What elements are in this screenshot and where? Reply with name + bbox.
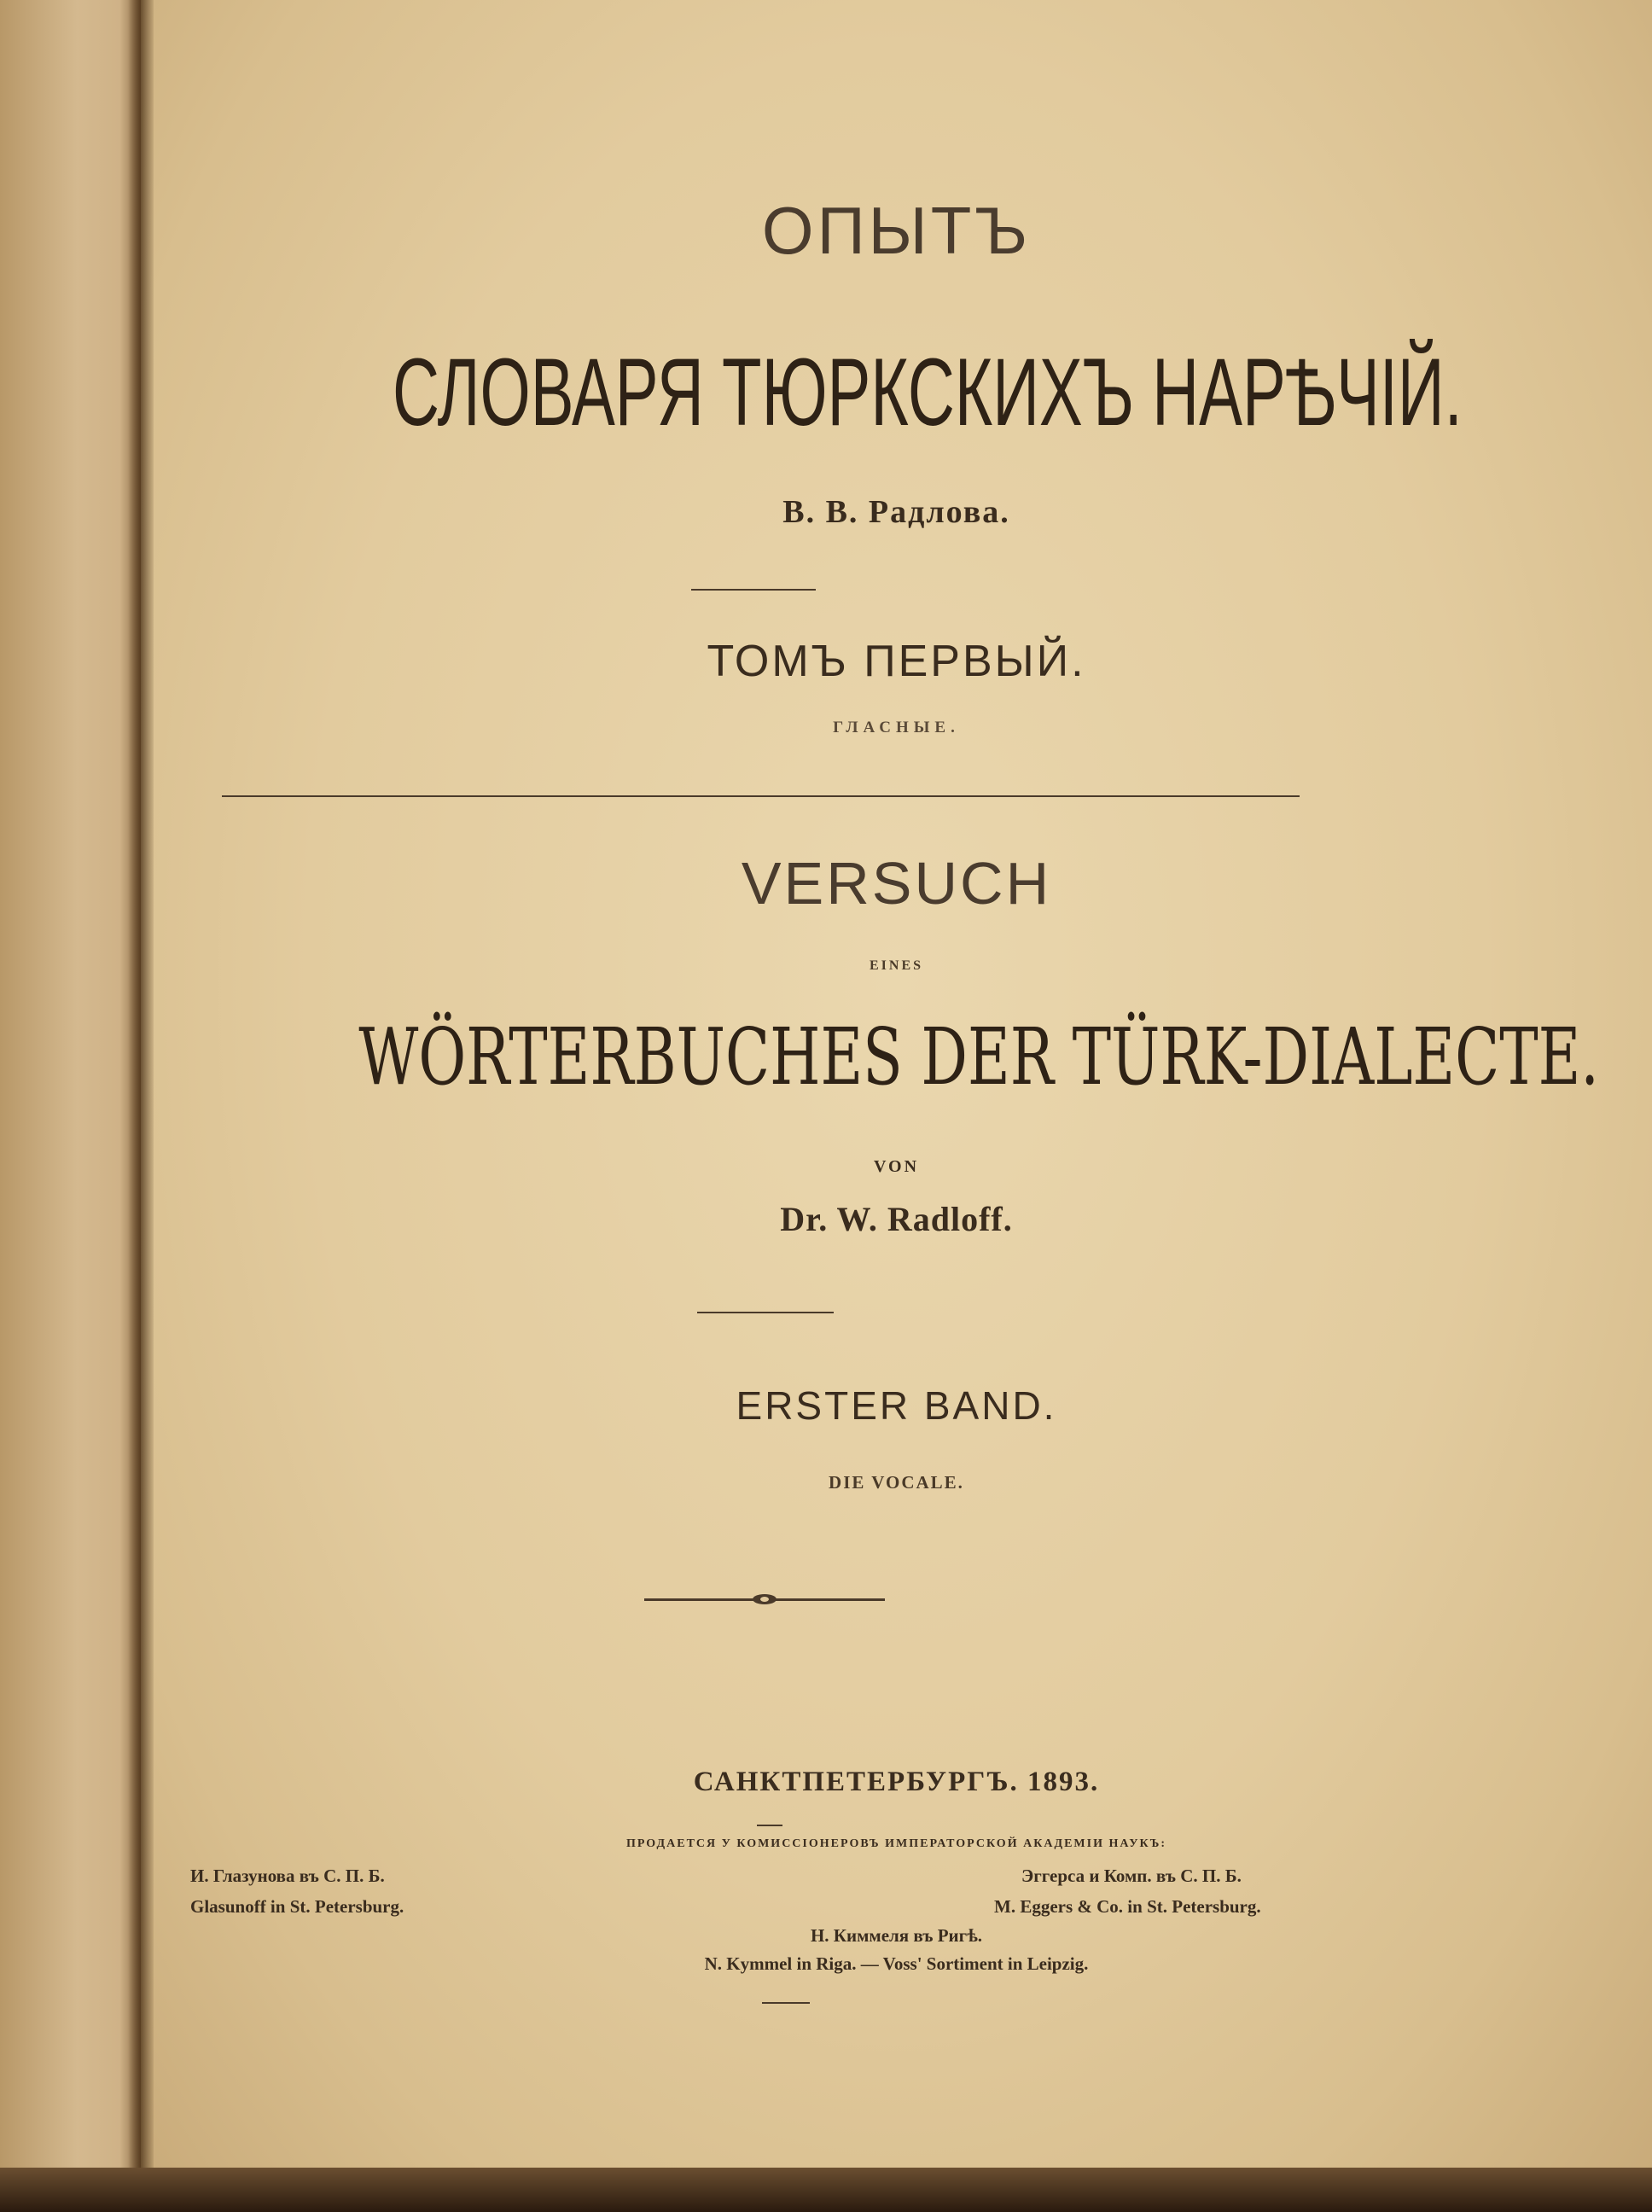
ru-volume: ТОМЪ ПЕРВЫЙ. [707, 637, 1086, 686]
divider-tiny-2 [762, 2002, 810, 2004]
divider-long [222, 795, 1300, 797]
center-de: N. Kymmel in Riga. — Voss' Sortiment in Leipzig. [704, 1953, 1089, 1974]
book-gutter [128, 0, 154, 2212]
de-subtitle: DIE VOCALE. [829, 1472, 964, 1493]
de-volume: ERSTER BAND. [736, 1383, 1057, 1428]
imprint-left-column [190, 1860, 404, 1922]
de-connector: EINES [869, 958, 924, 973]
imprint-city-year: САНКТПЕТЕРБУРГЪ. 1893. [693, 1767, 1100, 1797]
left-de: Glasunoff in St. Petersburg. [190, 1896, 404, 1917]
title-page [141, 0, 1652, 2172]
ru-heading-large-wrap [141, 337, 1652, 447]
right-ru: Эггерса и Комп. въ С. П. Б. [1021, 1866, 1242, 1886]
imprint-sold-by: ПРОДАЕТСЯ У КОМИССІОНЕРОВЪ ИМПЕРАТОРСКОЙ АКАДЕМІИ НАУКЪ: [625, 1837, 1167, 1850]
right-de: M. Eggers & Co. in St. Petersburg. [994, 1896, 1261, 1917]
bottom-edge [0, 2168, 1652, 2212]
de-von: VON [873, 1157, 920, 1176]
ornament-icon [752, 1591, 777, 1608]
ru-author: В. В. Радлова. [782, 494, 1010, 530]
center-ru: Н. Киммеля въ Ригѣ. [810, 1925, 983, 1946]
divider-short-1 [691, 589, 816, 591]
de-heading-large-wrap [141, 1011, 1652, 1103]
de-heading-large: WÖRTERBUCHES DER TÜRK-DIALECTE. [358, 1011, 1599, 1103]
divider-tiny-1 [757, 1825, 782, 1826]
left-page-edge [0, 0, 141, 2185]
ru-subtitle: ГЛАСНЫЕ. [833, 719, 960, 736]
imprint-right-column [994, 1860, 1261, 1922]
ru-heading-large: СЛОВАРЯ ТЮРКСКИХЪ НАРѢЧІЙ. [393, 339, 1463, 445]
ru-heading-small: ОПЫТЪ [761, 193, 1032, 268]
de-heading-small: VERSUCH [741, 850, 1052, 917]
left-ru: И. Глазунова въ С. П. Б. [190, 1866, 385, 1886]
divider-short-2 [697, 1312, 834, 1313]
de-author: Dr. W. Radloff. [780, 1200, 1013, 1238]
